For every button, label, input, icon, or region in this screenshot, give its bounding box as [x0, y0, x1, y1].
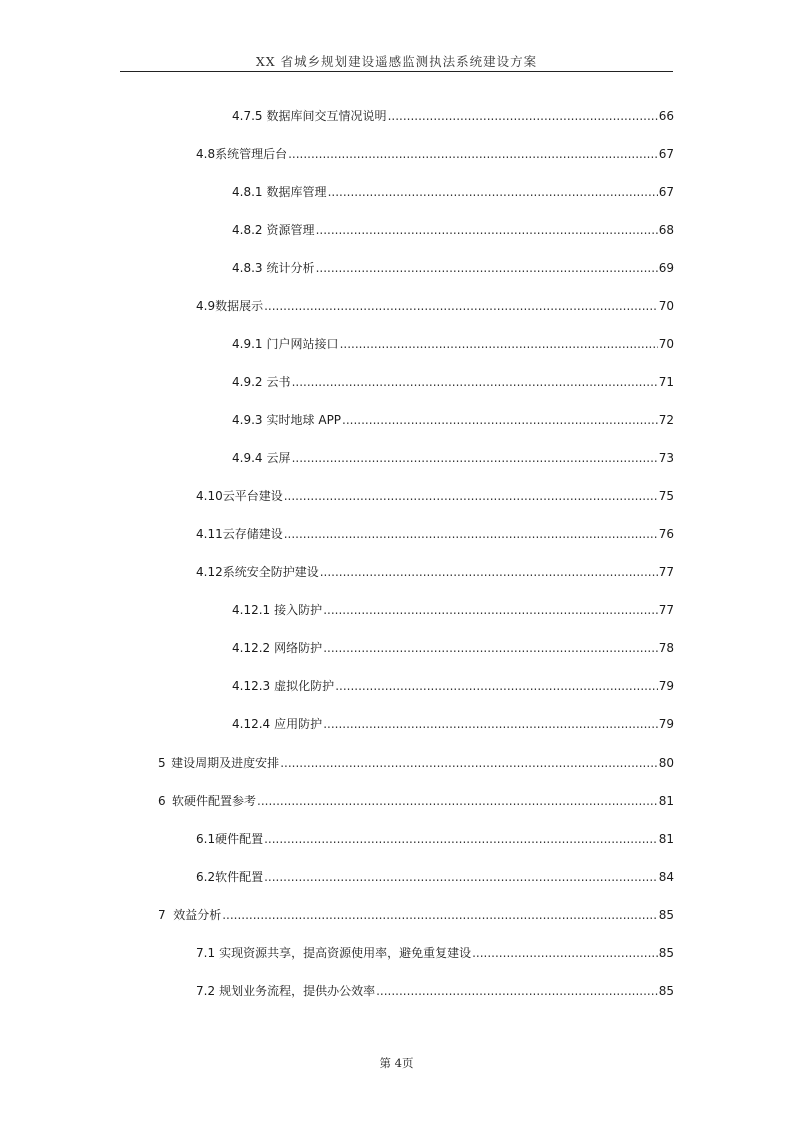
toc-entry[interactable]	[232, 411, 674, 429]
toc-entry[interactable]	[158, 792, 674, 810]
toc-entry[interactable]	[196, 525, 674, 543]
toc-leader-dots	[323, 601, 658, 619]
toc-title: 云屏	[266, 451, 291, 465]
toc-leader-dots	[292, 449, 658, 467]
toc-page-number: 70	[658, 337, 674, 351]
toc-title: 门户网站接口	[266, 337, 339, 351]
toc-number: 6.2	[196, 870, 216, 884]
toc-number: 6.1	[196, 832, 216, 846]
toc-page-number: 72	[658, 413, 674, 427]
toc-title: 云平台建设	[222, 489, 283, 503]
toc-entry[interactable]	[196, 297, 674, 315]
toc-title: 网络防护	[274, 641, 323, 655]
toc-number: 4.8	[196, 147, 216, 161]
toc-title: 软件配置	[215, 870, 264, 884]
toc-entry[interactable]	[196, 487, 674, 505]
toc-number: 7.2	[196, 984, 216, 998]
toc-page-number: 66	[658, 109, 674, 123]
toc-page-number: 73	[658, 451, 674, 465]
toc-page-number: 77	[658, 603, 674, 617]
toc-entry[interactable]	[232, 639, 674, 657]
toc-entry[interactable]	[196, 563, 674, 581]
toc-number: 4.9.4	[232, 451, 263, 465]
toc-leader-dots	[342, 411, 658, 429]
toc-leader-dots	[376, 982, 658, 1000]
toc-page-number: 77	[658, 565, 674, 579]
toc-entry[interactable]	[196, 145, 674, 163]
toc-number: 4.7.5	[232, 109, 263, 123]
toc-page-number: 79	[658, 717, 674, 731]
toc-leader-dots	[288, 145, 658, 163]
toc-title: 资源管理	[266, 223, 315, 237]
toc-number: 4.12.2	[232, 641, 271, 655]
running-header: XX 省城乡规划建设遥感监测执法系统建设方案	[255, 54, 538, 69]
toc-page-number: 78	[658, 641, 674, 655]
toc-page-number: 67	[658, 147, 674, 161]
toc-entry[interactable]	[158, 754, 674, 772]
toc-leader-dots	[316, 221, 658, 239]
toc-number: 4.10	[196, 489, 223, 503]
toc-number: 4.8.1	[232, 185, 263, 199]
toc-page-number: 70	[658, 299, 674, 313]
toc-page-number: 76	[658, 527, 674, 541]
toc-title: 数据库管理	[266, 185, 327, 199]
toc-leader-dots	[388, 107, 658, 125]
toc-number: 4.8.2	[232, 223, 263, 237]
toc-leader-dots	[280, 754, 658, 772]
toc-number: 6	[158, 794, 166, 808]
toc-page-number: 85	[658, 946, 674, 960]
toc-leader-dots	[340, 335, 658, 353]
toc-number: 7.1	[196, 946, 216, 960]
toc-title: 接入防护	[274, 603, 323, 617]
toc-title: 云书	[266, 375, 291, 389]
toc-page-number: 69	[658, 261, 674, 275]
toc-entry[interactable]	[232, 601, 674, 619]
toc-title: 效益分析	[173, 908, 222, 922]
toc-entry[interactable]	[232, 373, 674, 391]
toc-entry[interactable]	[158, 906, 674, 924]
toc-entry[interactable]	[232, 107, 674, 125]
toc-leader-dots	[320, 563, 658, 581]
toc-page-number: 79	[658, 679, 674, 693]
toc-title: 统计分析	[266, 261, 315, 275]
toc-leader-dots	[284, 487, 658, 505]
toc-leader-dots	[323, 715, 658, 733]
toc-number: 4.9.2	[232, 375, 263, 389]
toc-title: 虚拟化防护	[274, 679, 335, 693]
toc-page-number: 71	[658, 375, 674, 389]
toc-number: 7	[158, 908, 166, 922]
toc-page-number: 85	[658, 908, 674, 922]
toc-entry[interactable]	[196, 982, 674, 1000]
toc-page-number: 68	[658, 223, 674, 237]
toc-entry[interactable]	[196, 868, 674, 886]
toc-leader-dots	[323, 639, 658, 657]
toc-title: 建设周期及进度安排	[171, 756, 280, 770]
toc-leader-dots	[257, 792, 658, 810]
toc-entry[interactable]	[196, 944, 674, 962]
toc-page-number: 81	[658, 794, 674, 808]
toc-number: 5	[158, 756, 166, 770]
toc-leader-dots	[472, 944, 658, 962]
toc-leader-dots	[264, 297, 658, 315]
toc-entry[interactable]	[196, 830, 674, 848]
toc-number: 4.11	[196, 527, 223, 541]
toc-entry[interactable]	[232, 335, 674, 353]
toc-leader-dots	[264, 868, 658, 886]
toc-number: 4.12.3	[232, 679, 271, 693]
toc-page-number: 81	[658, 832, 674, 846]
toc-entry[interactable]	[232, 183, 674, 201]
toc-number: 4.12	[196, 565, 223, 579]
toc-leader-dots	[264, 830, 658, 848]
toc-leader-dots	[284, 525, 658, 543]
toc-title: 硬件配置	[215, 832, 264, 846]
toc-entry[interactable]	[232, 677, 674, 695]
toc-entry[interactable]	[232, 715, 674, 733]
toc-title: 实现资源共享，提高资源使用率，避免重复建设	[219, 946, 472, 960]
toc-number: 4.9.1	[232, 337, 263, 351]
toc-title: 实时地球 APP	[266, 413, 342, 427]
toc-title: 应用防护	[274, 717, 323, 731]
toc-number: 4.9	[196, 299, 216, 313]
page-footer: 第 4页	[379, 1056, 414, 1070]
toc-leader-dots	[328, 183, 658, 201]
toc-title: 数据展示	[215, 299, 264, 313]
toc-leader-dots	[335, 677, 658, 695]
toc-page-number: 80	[658, 756, 674, 770]
toc-page-number: 85	[658, 984, 674, 998]
toc-leader-dots	[222, 906, 658, 924]
toc-entry[interactable]	[232, 221, 674, 239]
toc-number: 4.12.4	[232, 717, 271, 731]
toc-title: 系统安全防护建设	[222, 565, 319, 579]
toc-number: 4.9.3	[232, 413, 263, 427]
toc-title: 系统管理后台	[215, 147, 288, 161]
toc-page-number: 75	[658, 489, 674, 503]
toc-page-number: 84	[658, 870, 674, 884]
toc-entry[interactable]	[232, 449, 674, 467]
toc-title: 云存储建设	[222, 527, 283, 541]
toc-leader-dots	[316, 259, 658, 277]
toc-number: 4.8.3	[232, 261, 263, 275]
toc-leader-dots	[292, 373, 658, 391]
toc-entry[interactable]	[232, 259, 674, 277]
toc-title: 数据库间交互情况说明	[266, 109, 387, 123]
toc-title: 规划业务流程，提供办公效率	[219, 984, 376, 998]
toc-number: 4.12.1	[232, 603, 271, 617]
toc-title: 软硬件配置参考	[171, 794, 256, 808]
toc-page-number: 67	[658, 185, 674, 199]
